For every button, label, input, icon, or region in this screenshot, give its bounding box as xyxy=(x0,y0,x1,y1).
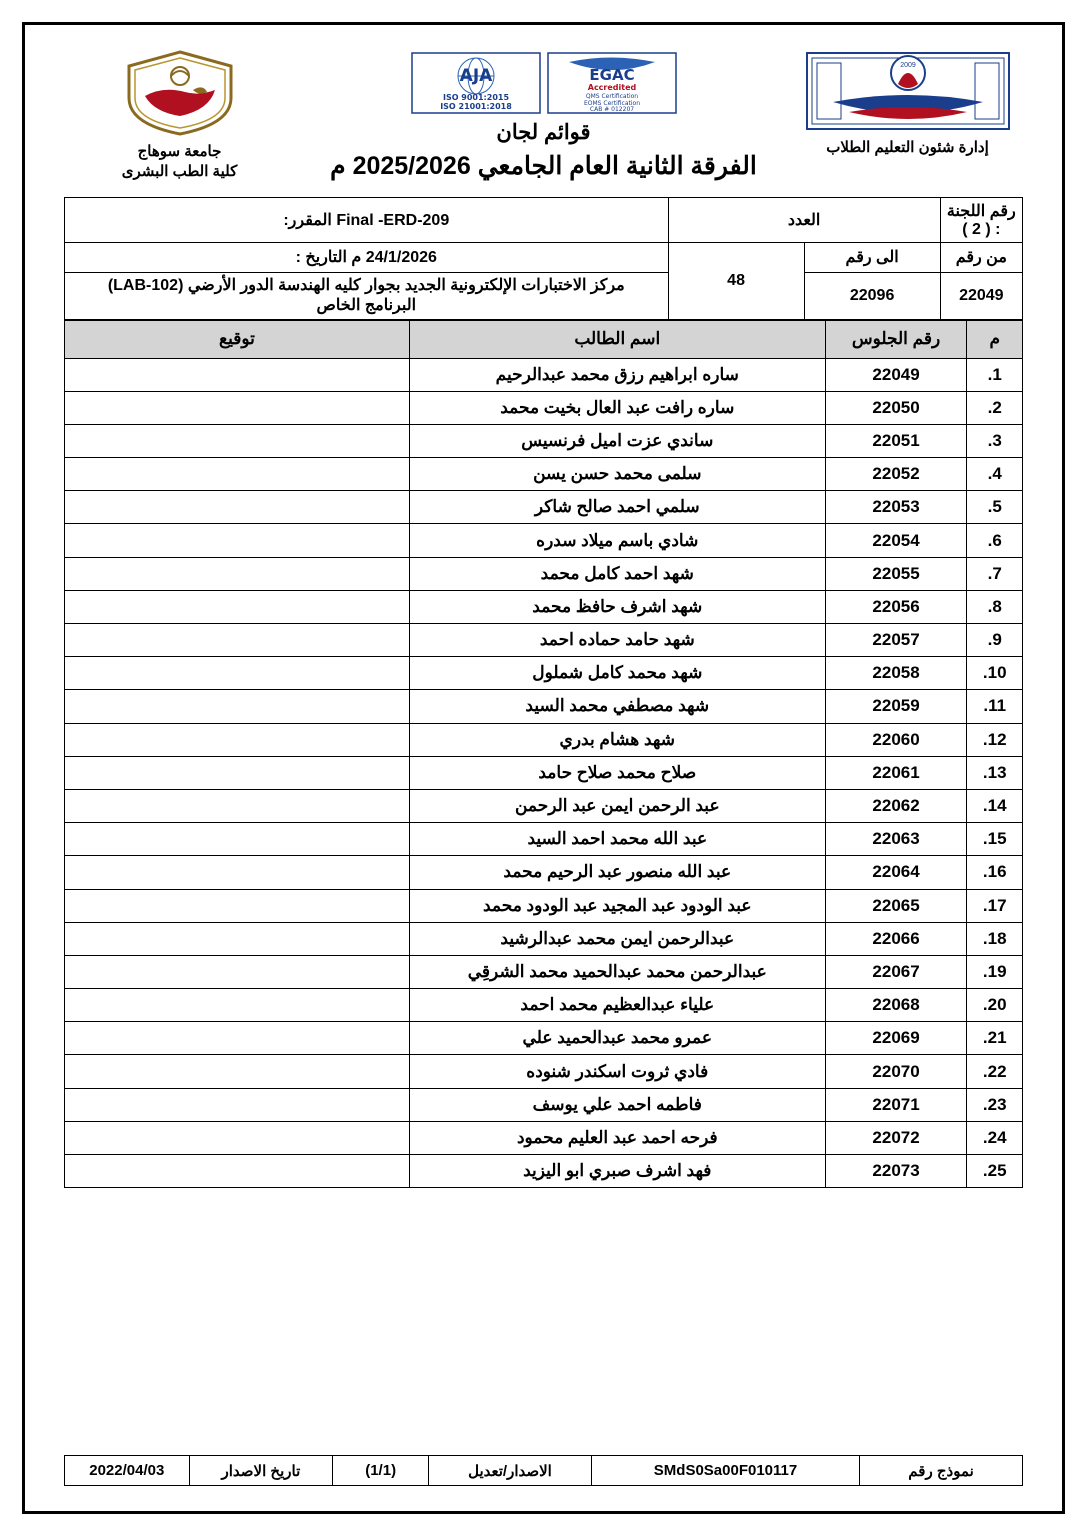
table-row xyxy=(65,424,1023,457)
row-number: 20. xyxy=(967,989,1023,1022)
document-header xyxy=(64,44,1023,183)
header-seat-number: رقم الجلوس xyxy=(825,320,967,358)
table-row xyxy=(65,989,1023,1022)
row-seat-number: 22059 xyxy=(825,690,967,723)
row-student-name: عبد الله منصور عبد الرحيم محمد xyxy=(409,856,825,889)
row-seat-number: 22063 xyxy=(825,823,967,856)
row-student-name: سلمى محمد حسن يسن xyxy=(409,458,825,491)
row-signature-cell[interactable] xyxy=(65,856,410,889)
issue-date-value: 2022/04/03 xyxy=(65,1456,190,1486)
table-row xyxy=(65,889,1023,922)
table-row xyxy=(65,1088,1023,1121)
students-table-header-row xyxy=(65,320,1023,358)
row-signature-cell[interactable] xyxy=(65,889,410,922)
table-row xyxy=(65,358,1023,391)
row-signature-cell[interactable] xyxy=(65,823,410,856)
row-signature-cell[interactable] xyxy=(65,955,410,988)
svg-text:EGAC: EGAC xyxy=(588,66,635,84)
row-number: 8. xyxy=(967,590,1023,623)
row-seat-number: 22054 xyxy=(825,524,967,557)
row-student-name: فهد اشرف صبري ابو اليزيد xyxy=(409,1155,825,1188)
row-seat-number: 22072 xyxy=(825,1121,967,1154)
header-signature: توقيع xyxy=(65,320,410,358)
row-student-name: صلاح محمد صلاح حامد xyxy=(409,756,825,789)
row-seat-number: 22065 xyxy=(825,889,967,922)
row-seat-number: 22049 xyxy=(825,358,967,391)
row-seat-number: 22061 xyxy=(825,756,967,789)
svg-text:EOMS Certification: EOMS Certification xyxy=(583,100,640,107)
table-row xyxy=(65,590,1023,623)
university-logo-block xyxy=(72,50,287,183)
row-signature-cell[interactable] xyxy=(65,723,410,756)
row-seat-number: 22068 xyxy=(825,989,967,1022)
row-student-name: عمرو محمد عبدالحميد علي xyxy=(409,1022,825,1055)
row-signature-cell[interactable] xyxy=(65,1088,410,1121)
row-seat-number: 22058 xyxy=(825,657,967,690)
header-student-name: اسم الطالب xyxy=(409,320,825,358)
row-number: 4. xyxy=(967,458,1023,491)
svg-text:CAB # 012207: CAB # 012207 xyxy=(589,106,634,113)
row-number: 13. xyxy=(967,756,1023,789)
row-student-name: شهد مصطفي محمد السيد xyxy=(409,690,825,723)
footer-row xyxy=(65,1456,1023,1486)
aja-certification-icon xyxy=(411,52,541,114)
row-signature-cell[interactable] xyxy=(65,922,410,955)
row-number: 24. xyxy=(967,1121,1023,1154)
row-seat-number: 22067 xyxy=(825,955,967,988)
row-student-name: ساره ابراهيم رزق محمد عبدالرحيم xyxy=(409,358,825,391)
university-name: جامعة سوهاج xyxy=(137,143,222,160)
row-signature-cell[interactable] xyxy=(65,789,410,822)
from-number-value: 22049 xyxy=(940,272,1022,319)
row-number: 10. xyxy=(967,657,1023,690)
row-student-name: عبد الودود عبد المجيد عبد الودود محمد xyxy=(409,889,825,922)
row-student-name: عبدالرحمن محمد عبدالحميد محمد الشرقِي xyxy=(409,955,825,988)
row-number: 25. xyxy=(967,1155,1023,1188)
row-signature-cell[interactable] xyxy=(65,1022,410,1055)
table-row xyxy=(65,624,1023,657)
table-row xyxy=(65,756,1023,789)
row-number: 3. xyxy=(967,424,1023,457)
row-seat-number: 22051 xyxy=(825,424,967,457)
table-row xyxy=(65,1121,1023,1154)
to-number-value: 22096 xyxy=(804,272,940,319)
row-number: 12. xyxy=(967,723,1023,756)
row-number: 17. xyxy=(967,889,1023,922)
row-signature-cell[interactable] xyxy=(65,524,410,557)
exam-info-table xyxy=(64,197,1023,320)
svg-text:ISO 21001:2018: ISO 21001:2018 xyxy=(439,102,512,111)
row-student-name: ساندي عزت اميل فرنسيس xyxy=(409,424,825,457)
students-section xyxy=(64,320,1023,1189)
table-row xyxy=(65,856,1023,889)
row-signature-cell[interactable] xyxy=(65,756,410,789)
row-number: 16. xyxy=(967,856,1023,889)
medicine-faculty-logo-icon xyxy=(803,50,1013,132)
row-number: 5. xyxy=(967,491,1023,524)
row-number: 9. xyxy=(967,624,1023,657)
row-number: 22. xyxy=(967,1055,1023,1088)
count-label-cell: العدد xyxy=(668,197,940,242)
from-number-label: من رقم xyxy=(940,242,1022,272)
row-number: 11. xyxy=(967,690,1023,723)
table-row xyxy=(65,557,1023,590)
table-row xyxy=(65,723,1023,756)
row-student-name: شهد احمد كامل محمد xyxy=(409,557,825,590)
row-number: 23. xyxy=(967,1088,1023,1121)
committee-number-cell: رقم اللجنة : ( 2 ) xyxy=(940,197,1022,242)
row-seat-number: 22064 xyxy=(825,856,967,889)
row-signature-cell[interactable] xyxy=(65,590,410,623)
row-signature-cell[interactable] xyxy=(65,1121,410,1154)
form-number-value: SMdS0Sa00F010117 xyxy=(591,1456,859,1486)
form-number-label: نموذج رقم xyxy=(860,1456,1023,1486)
row-signature-cell[interactable] xyxy=(65,391,410,424)
row-student-name: شهد هشام بدري xyxy=(409,723,825,756)
row-seat-number: 22073 xyxy=(825,1155,967,1188)
header-center-block xyxy=(287,50,800,181)
row-number: 21. xyxy=(967,1022,1023,1055)
table-row xyxy=(65,524,1023,557)
row-seat-number: 22053 xyxy=(825,491,967,524)
count-value: 48 xyxy=(668,242,804,319)
row-student-name: شهد حامد حماده احمد xyxy=(409,624,825,657)
row-signature-cell[interactable] xyxy=(65,657,410,690)
course-label: المقرر: xyxy=(283,211,332,229)
revision-label: الاصدار/تعديل xyxy=(429,1456,592,1486)
row-number: 1. xyxy=(967,358,1023,391)
date-cell xyxy=(65,242,669,272)
row-student-name: علياء عبدالعظيم محمد احمد xyxy=(409,989,825,1022)
row-seat-number: 22069 xyxy=(825,1022,967,1055)
students-table-body xyxy=(65,358,1023,1188)
row-seat-number: 22071 xyxy=(825,1088,967,1121)
row-number: 18. xyxy=(967,922,1023,955)
faculty-logo-block xyxy=(800,50,1015,158)
row-signature-cell[interactable] xyxy=(65,690,410,723)
row-seat-number: 22057 xyxy=(825,624,967,657)
row-seat-number: 22055 xyxy=(825,557,967,590)
table-row xyxy=(65,491,1023,524)
info-row-3 xyxy=(65,272,1023,319)
info-row-2 xyxy=(65,242,1023,272)
row-seat-number: 22066 xyxy=(825,922,967,955)
row-signature-cell[interactable] xyxy=(65,491,410,524)
row-signature-cell[interactable] xyxy=(65,424,410,457)
table-row xyxy=(65,955,1023,988)
row-number: 15. xyxy=(967,823,1023,856)
exam-info-section xyxy=(64,197,1023,320)
svg-text:Accredited: Accredited xyxy=(587,83,636,92)
table-row xyxy=(65,823,1023,856)
table-row xyxy=(65,657,1023,690)
row-signature-cell[interactable] xyxy=(65,1155,410,1188)
table-row xyxy=(65,458,1023,491)
row-student-name: شادي باسم ميلاد سدره xyxy=(409,524,825,557)
table-row xyxy=(65,391,1023,424)
course-value: Final -ERD-209 xyxy=(336,211,450,229)
row-student-name: عبد الله محمد احمد السيد xyxy=(409,823,825,856)
row-student-name: فرحه احمد عبد العليم محمود xyxy=(409,1121,825,1154)
row-seat-number: 22070 xyxy=(825,1055,967,1088)
table-row xyxy=(65,922,1023,955)
row-number: 19. xyxy=(967,955,1023,988)
row-signature-cell[interactable] xyxy=(65,458,410,491)
row-signature-cell[interactable] xyxy=(65,624,410,657)
row-number: 6. xyxy=(967,524,1023,557)
row-student-name: فادي ثروت اسكندر شنوده xyxy=(409,1055,825,1088)
footer-table xyxy=(64,1455,1023,1486)
document-title-line1: قوائم لجان xyxy=(496,121,591,144)
row-student-name: عبد الرحمن ايمن عبد الرحمن xyxy=(409,789,825,822)
course-cell xyxy=(65,197,669,242)
document-footer xyxy=(64,1455,1023,1486)
table-row xyxy=(65,789,1023,822)
row-seat-number: 22050 xyxy=(825,391,967,424)
row-student-name: شهد محمد كامل شملول xyxy=(409,657,825,690)
date-value: 24/1/2026 م xyxy=(351,249,437,266)
revision-value: (1/1) xyxy=(333,1456,429,1486)
row-student-name: عبدالرحمن ايمن محمد عبدالرشيد xyxy=(409,922,825,955)
info-row-1 xyxy=(65,197,1023,242)
students-table xyxy=(64,320,1023,1189)
row-student-name: سلمي احمد صالح شاكر xyxy=(409,491,825,524)
row-seat-number: 22060 xyxy=(825,723,967,756)
row-student-name: فاطمه احمد علي يوسف xyxy=(409,1088,825,1121)
location-line-2: البرنامج الخاص xyxy=(316,296,417,314)
row-seat-number: 22052 xyxy=(825,458,967,491)
date-label: التاريخ : xyxy=(295,249,347,266)
sohag-university-logo-icon xyxy=(121,50,239,136)
row-signature-cell[interactable] xyxy=(65,989,410,1022)
row-student-name: شهد اشرف حافظ محمد xyxy=(409,590,825,623)
row-seat-number: 22062 xyxy=(825,789,967,822)
location-cell xyxy=(65,272,669,319)
table-row xyxy=(65,1155,1023,1188)
svg-text:ISO 9001:2015: ISO 9001:2015 xyxy=(442,93,509,102)
row-signature-cell[interactable] xyxy=(65,358,410,391)
row-number: 2. xyxy=(967,391,1023,424)
egac-certification-icon xyxy=(547,52,677,114)
svg-text:QMS Certification: QMS Certification xyxy=(585,93,638,100)
faculty-name: كلية الطب البشرى xyxy=(121,163,238,181)
university-caption xyxy=(72,142,287,183)
document-title-line2: الفرقة الثانية العام الجامعي 2025/2026 م xyxy=(330,152,757,180)
table-row xyxy=(65,690,1023,723)
table-row xyxy=(65,1022,1023,1055)
to-number-label: الى رقم xyxy=(804,242,940,272)
issue-date-label: تاريخ الاصدار xyxy=(189,1456,333,1486)
svg-text:2009: 2009 xyxy=(899,62,916,69)
row-number: 14. xyxy=(967,789,1023,822)
row-student-name: ساره رافت عبد العال بخيت محمد xyxy=(409,391,825,424)
row-number: 7. xyxy=(967,557,1023,590)
row-signature-cell[interactable] xyxy=(65,557,410,590)
header-number: م xyxy=(967,320,1023,358)
row-signature-cell[interactable] xyxy=(65,1055,410,1088)
certification-logos xyxy=(287,52,800,114)
svg-text:AJA: AJA xyxy=(459,66,492,86)
location-line-1: مركز الاختبارات الإلكترونية الجديد بجوار كليه الهندسة الدور الأرضي (LAB-102) xyxy=(107,276,625,294)
education-affairs-caption: إدارة شئون التعليم الطلاب xyxy=(826,139,989,156)
table-row xyxy=(65,1055,1023,1088)
row-seat-number: 22056 xyxy=(825,590,967,623)
